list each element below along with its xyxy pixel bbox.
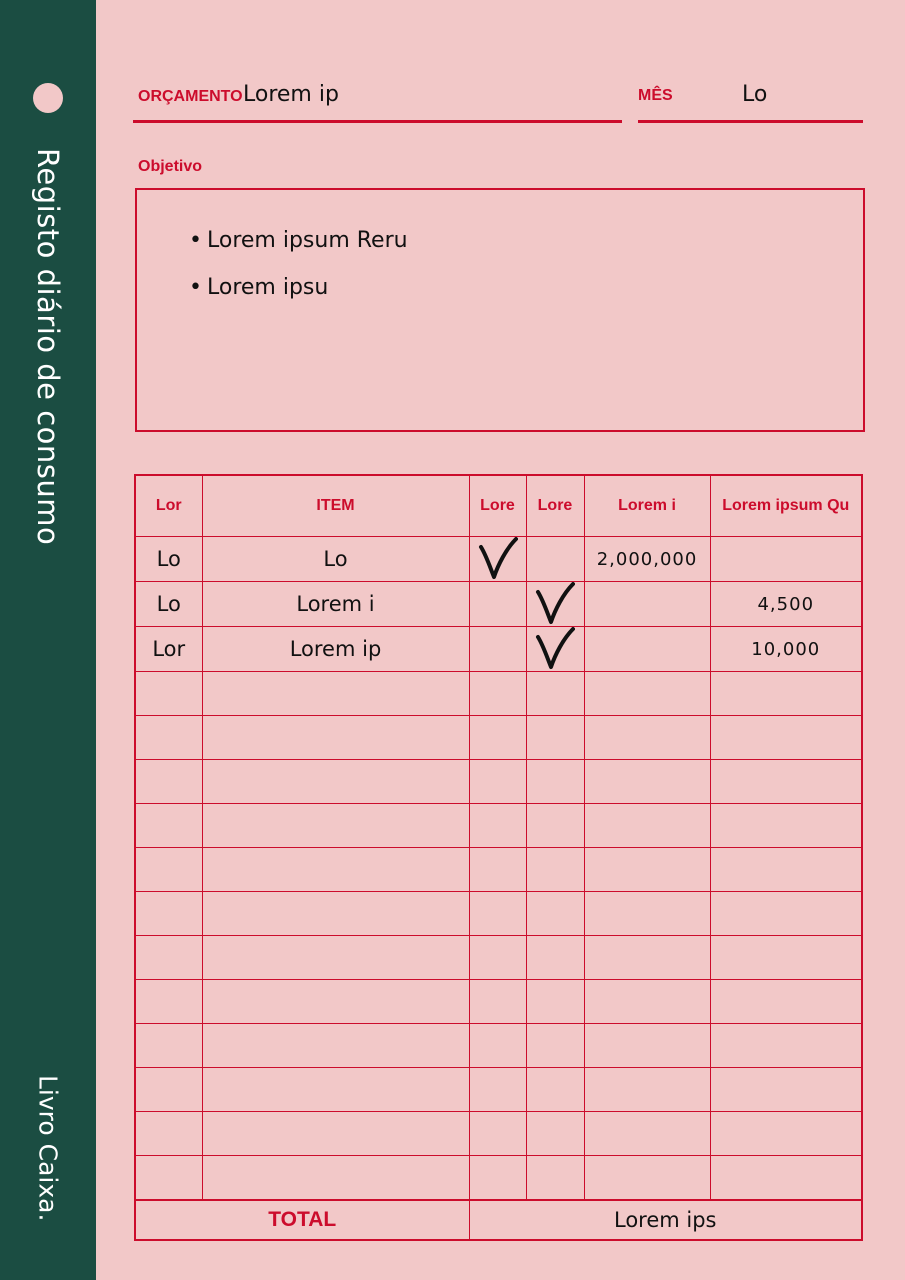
checkbox-cell[interactable] xyxy=(526,582,584,627)
table-cell[interactable] xyxy=(135,672,202,716)
table-cell[interactable] xyxy=(584,892,710,936)
table-row-empty xyxy=(135,980,862,1024)
table-cell[interactable] xyxy=(526,848,584,892)
table-cell[interactable] xyxy=(202,1156,469,1201)
table-cell[interactable] xyxy=(135,804,202,848)
table-row-empty xyxy=(135,892,862,936)
table-cell[interactable] xyxy=(584,1112,710,1156)
table-cell[interactable] xyxy=(469,936,526,980)
sidebar xyxy=(0,0,96,1280)
sidebar-brand: Livro Caixa. xyxy=(33,1075,63,1222)
table-cell[interactable] xyxy=(710,716,862,760)
checkbox-cell[interactable] xyxy=(526,627,584,672)
table-cell[interactable] xyxy=(584,1024,710,1068)
table-row-empty xyxy=(135,804,862,848)
table-cell[interactable] xyxy=(135,716,202,760)
table-cell[interactable] xyxy=(526,760,584,804)
table-cell[interactable] xyxy=(710,848,862,892)
table-cell[interactable] xyxy=(710,760,862,804)
checkmark-icon xyxy=(478,537,518,581)
table-row-empty xyxy=(135,716,862,760)
table-cell[interactable] xyxy=(710,936,862,980)
table-cell[interactable]: Lor xyxy=(135,627,202,672)
table-cell[interactable] xyxy=(469,892,526,936)
table-cell[interactable] xyxy=(710,1112,862,1156)
table-cell[interactable] xyxy=(469,848,526,892)
table-cell[interactable] xyxy=(584,804,710,848)
table-cell[interactable]: 10,000 xyxy=(710,627,862,672)
table-cell[interactable] xyxy=(135,848,202,892)
table-cell[interactable] xyxy=(710,672,862,716)
table-cell[interactable] xyxy=(469,1112,526,1156)
column-header: Lore xyxy=(526,475,584,537)
sidebar-title: Registo diário de consumo xyxy=(31,148,65,546)
table-row-empty xyxy=(135,936,862,980)
table-cell[interactable] xyxy=(584,582,710,627)
table-cell[interactable] xyxy=(710,892,862,936)
table-cell[interactable] xyxy=(469,760,526,804)
table-row-empty xyxy=(135,1156,862,1201)
table-cell[interactable] xyxy=(469,672,526,716)
table-cell[interactable] xyxy=(710,1156,862,1201)
table-cell[interactable] xyxy=(135,1156,202,1201)
table-row-empty xyxy=(135,1068,862,1112)
total-row xyxy=(135,1200,862,1240)
column-header: Lor xyxy=(135,475,202,537)
table-cell[interactable] xyxy=(584,1068,710,1112)
table-cell[interactable] xyxy=(202,1024,469,1068)
table-cell[interactable] xyxy=(202,892,469,936)
table-cell[interactable]: Lo xyxy=(202,537,469,582)
table-row-empty xyxy=(135,1112,862,1156)
table-cell[interactable] xyxy=(202,848,469,892)
table-row xyxy=(135,582,862,627)
table-cell[interactable] xyxy=(584,1156,710,1201)
table-row xyxy=(135,627,862,672)
objective-label: Objetivo xyxy=(138,158,203,175)
table-cell[interactable] xyxy=(710,980,862,1024)
table-cell[interactable] xyxy=(526,1024,584,1068)
column-header: ITEM xyxy=(202,475,469,537)
table-header-row xyxy=(135,475,862,537)
table-cell[interactable] xyxy=(135,980,202,1024)
table-cell[interactable] xyxy=(135,1112,202,1156)
table-cell[interactable] xyxy=(526,1156,584,1201)
column-header: Lorem ipsum Qu xyxy=(710,475,862,537)
table-cell[interactable] xyxy=(526,936,584,980)
table-cell[interactable] xyxy=(469,1068,526,1112)
table-cell[interactable] xyxy=(135,760,202,804)
table-cell[interactable] xyxy=(526,672,584,716)
table-cell[interactable] xyxy=(202,980,469,1024)
table-cell[interactable] xyxy=(202,804,469,848)
table-cell[interactable] xyxy=(469,582,526,627)
column-header: Lore xyxy=(469,475,526,537)
table-cell[interactable] xyxy=(526,716,584,760)
binder-hole xyxy=(33,83,63,113)
checkmark-icon xyxy=(535,627,575,671)
table-cell[interactable] xyxy=(526,804,584,848)
table-cell[interactable] xyxy=(526,980,584,1024)
table-cell[interactable] xyxy=(202,936,469,980)
table-cell[interactable] xyxy=(202,716,469,760)
table-cell[interactable]: Lorem i xyxy=(202,582,469,627)
month-label: MÊS xyxy=(638,87,673,104)
table-cell[interactable] xyxy=(710,1024,862,1068)
budget-underline xyxy=(133,120,622,123)
table-row-empty xyxy=(135,1024,862,1068)
table-cell[interactable]: Lorem ip xyxy=(202,627,469,672)
table-cell[interactable] xyxy=(202,760,469,804)
table-cell[interactable] xyxy=(202,1112,469,1156)
table-cell[interactable]: Lo xyxy=(135,537,202,582)
checkmark-icon xyxy=(535,582,575,626)
table-cell[interactable]: Lo xyxy=(135,582,202,627)
table-cell[interactable] xyxy=(202,672,469,716)
checkbox-cell[interactable] xyxy=(469,537,526,582)
table-cell[interactable] xyxy=(710,1068,862,1112)
table-cell[interactable] xyxy=(710,804,862,848)
table-row-empty xyxy=(135,672,862,716)
table-cell[interactable] xyxy=(469,980,526,1024)
objective-list xyxy=(189,228,408,322)
consumption-table xyxy=(134,474,863,1241)
table-row-empty xyxy=(135,848,862,892)
table-cell[interactable] xyxy=(584,672,710,716)
table-cell[interactable] xyxy=(710,537,862,582)
table-cell[interactable] xyxy=(526,537,584,582)
table-cell[interactable] xyxy=(469,1156,526,1201)
month-underline xyxy=(638,120,863,123)
table-cell[interactable] xyxy=(526,892,584,936)
table-cell[interactable] xyxy=(469,716,526,760)
table-cell[interactable] xyxy=(469,627,526,672)
month-value[interactable]: Lo xyxy=(742,82,768,107)
table-cell[interactable] xyxy=(135,936,202,980)
table-cell[interactable] xyxy=(526,1112,584,1156)
column-header: Lorem i xyxy=(584,475,710,537)
table-cell[interactable] xyxy=(584,980,710,1024)
table-cell[interactable] xyxy=(526,1068,584,1112)
table-cell[interactable] xyxy=(584,627,710,672)
total-value[interactable]: Lorem ips xyxy=(469,1200,862,1240)
objective-box[interactable] xyxy=(135,188,865,432)
table-cell[interactable] xyxy=(135,1068,202,1112)
budget-label: ORÇAMENTO xyxy=(138,88,243,105)
budget-value[interactable]: Lorem ip xyxy=(243,82,339,107)
table-cell[interactable] xyxy=(584,936,710,980)
table-cell[interactable] xyxy=(202,1068,469,1112)
table-cell[interactable] xyxy=(584,716,710,760)
table-row xyxy=(135,537,862,582)
table-cell[interactable] xyxy=(584,760,710,804)
table-cell[interactable] xyxy=(584,848,710,892)
table-cell[interactable]: 2,000,000 xyxy=(584,537,710,582)
table-cell[interactable]: 4,500 xyxy=(710,582,862,627)
table-cell[interactable] xyxy=(135,1024,202,1068)
table-cell[interactable] xyxy=(469,1024,526,1068)
table-cell[interactable] xyxy=(469,804,526,848)
table-row-empty xyxy=(135,760,862,804)
total-label: TOTAL xyxy=(135,1200,469,1240)
objective-item: • Lorem ipsu xyxy=(189,275,408,322)
objective-item: • Lorem ipsum Reru xyxy=(189,228,408,275)
table-cell[interactable] xyxy=(135,892,202,936)
